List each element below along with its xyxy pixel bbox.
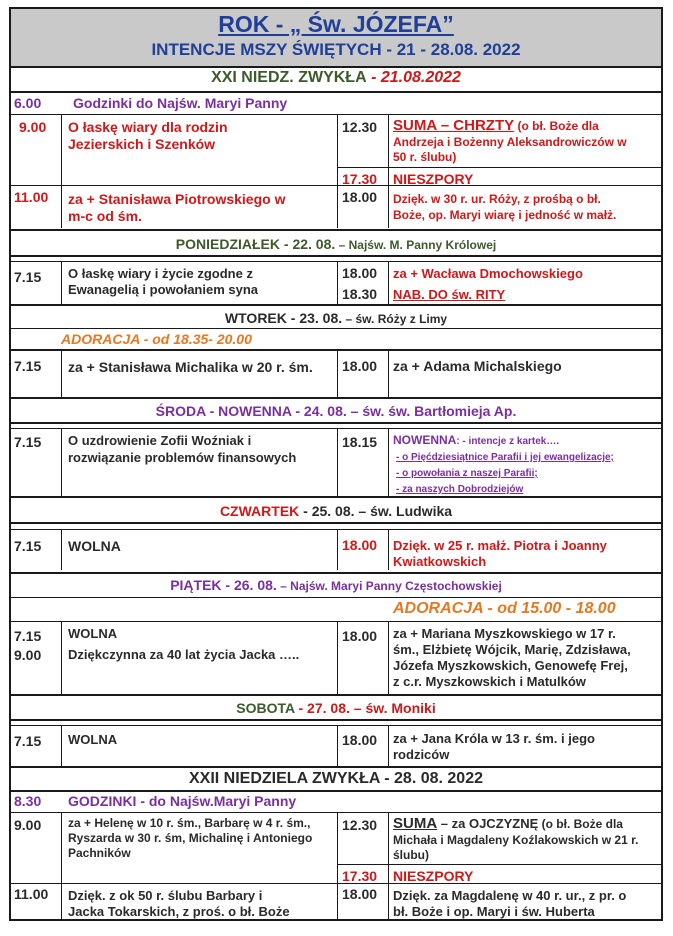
- time-11-00: 11.00: [14, 189, 49, 205]
- nieszpory-label: NIESZPORY: [393, 171, 474, 187]
- divider: [11, 572, 661, 574]
- time-18-00: 18.00: [342, 886, 378, 902]
- column-divider: [61, 812, 62, 921]
- thursday-day: CZWARTEK: [219, 503, 300, 519]
- time-9-00: 9.00: [14, 647, 42, 663]
- column-divider: [337, 621, 338, 694]
- suma-line1: [393, 815, 623, 833]
- column-divider: [337, 529, 338, 570]
- intention-11-00-line2: Jacka Tokarskich, z proś. o bł. Boże: [68, 904, 290, 919]
- tuesday-feast: – św. Róży z Limy: [342, 312, 448, 326]
- suma-note-b: Andrzeja i Bożenny Aleksandrowiczów w: [393, 135, 627, 149]
- thursday-title-row: [11, 502, 661, 520]
- column-divider: [61, 621, 62, 694]
- friday-title-row: [11, 576, 661, 595]
- time-12-30: 12.30: [342, 119, 378, 135]
- divider: [11, 185, 661, 186]
- intention-7-15: WOLNA: [68, 538, 121, 554]
- column-divider: [61, 114, 62, 228]
- suma-ojczyzna: – za OJCZYZNĘ: [437, 816, 539, 831]
- intention-9-00-line1: za + Helenę w 10 r. śm., Barbarę w 4 r. śm.,: [68, 816, 311, 830]
- column-divider: [337, 812, 338, 921]
- intention-11-00-line1: za + Stanisława Piotrowskiego w: [68, 191, 286, 207]
- intention-18-00-line3: Józefa Myszkowskich, Genowefę Frej,: [393, 658, 628, 673]
- intention-7-15: za + Stanisława Michalika w 20 r. śm.: [68, 359, 313, 375]
- nieszpory-label: NIESZPORY: [393, 868, 474, 884]
- godzinki-intention: GODZINKI - do Najśw.Maryi Panny: [68, 793, 297, 809]
- intention-7-15: WOLNA: [68, 732, 118, 747]
- sunday1-date: - 21.08.2022: [366, 69, 461, 86]
- adoracja-tuesday: ADORACJA - od 18.35- 20.00: [61, 331, 252, 347]
- suma-note-a: (o bł. Boże dla: [514, 119, 599, 133]
- column-divider: [388, 621, 389, 694]
- suma-line1: [393, 117, 599, 135]
- time-8-30: 8.30: [14, 793, 42, 809]
- column-divider: [61, 261, 62, 304]
- friday-feast: – Najśw. Maryi Panny Częstochowskiej: [276, 579, 502, 593]
- time-18-30: 18.30: [342, 286, 378, 302]
- time-11-00: 11.00: [14, 886, 49, 902]
- intention-18-00-line2: Kwiatkowskich: [393, 554, 487, 569]
- column-divider: [61, 725, 62, 766]
- tuesday-date: - 23. 08.: [286, 310, 343, 326]
- column-divider: [388, 261, 389, 304]
- intention-18-00: za + Wacława Dmochowskiego: [393, 266, 583, 281]
- intention-18-00-line1: za + Jana Króla w 13 r. śm. i jego: [393, 731, 595, 746]
- intentions-document: [9, 7, 663, 921]
- column-divider: [337, 114, 338, 228]
- sunday2-title: XXII NIEDZIELA ZWYKŁA - 28. 08. 2022: [189, 770, 483, 787]
- nowenna-intention-2: - o powołania z naszej Parafii;: [396, 468, 538, 479]
- time-7-15: 7.15: [14, 358, 42, 374]
- time-18-00: 18.00: [342, 537, 378, 553]
- time-7-15: 7.15: [14, 733, 42, 749]
- intention-7-15-line1: O uzdrowienie Zofii Woźniak i: [68, 433, 252, 448]
- column-divider: [61, 428, 62, 496]
- divider: [11, 766, 661, 768]
- monday-date: - 22. 08.: [280, 236, 336, 252]
- friday-day: PIĄTEK: [170, 577, 222, 593]
- divider: [337, 864, 661, 865]
- nowenna-intention-1: - o Pięćdziesiątnice Parafii i jej ewangelizacje;: [396, 452, 614, 463]
- divider: [11, 597, 661, 598]
- column-divider: [388, 725, 389, 766]
- divider: [11, 91, 661, 93]
- divider: [11, 261, 661, 262]
- column-divider: [337, 261, 338, 304]
- intention-7-15-line1: O łaskę wiary i życie zgodne z: [68, 266, 253, 281]
- time-7-15: 7.15: [14, 628, 42, 644]
- nowenna-label: NOWENNA: [393, 433, 457, 447]
- intention-7-15-line2: rozwiązanie problemów finansowych: [68, 450, 297, 465]
- divider: [11, 304, 661, 306]
- divider: [11, 428, 661, 429]
- column-divider: [61, 351, 62, 397]
- suma-note-c: ślubu): [393, 848, 429, 862]
- intention-9-00-line3: Pachników: [68, 846, 131, 860]
- intention-18-00-line1: Dzięk. w 30 r. ur. Róży, z prośbą o bł.: [393, 192, 601, 206]
- divider: [11, 725, 661, 726]
- wednesday-day: ŚRODA - NOWENNA: [155, 403, 292, 419]
- intention-11-00-line2: m-c od śm.: [68, 208, 142, 224]
- divider: [11, 328, 661, 329]
- column-divider: [388, 428, 389, 496]
- suma-note-c: 50 r. ślubu): [393, 150, 457, 164]
- wednesday-feast: – św. św. Bartłomieja Ap.: [346, 403, 517, 419]
- document-subtitle: INTENCJE MSZY ŚWIĘTYCH - 21 - 28.08. 2022: [151, 40, 521, 59]
- divider: [11, 621, 661, 622]
- monday-title-row: [11, 235, 661, 254]
- intention-18-00-line4: z c.r. Myszkowskich i Matulków: [393, 674, 586, 689]
- wednesday-date: - 24. 08.: [291, 403, 347, 419]
- intention-18-30: NAB. DO św. RITY: [393, 287, 506, 302]
- intention-9-00-line2: Ryszarda w 30 r. śm, Michalinę i Antoniego: [68, 831, 313, 845]
- intention-18-00: za + Adama Michalskiego: [393, 358, 562, 374]
- sunday1-title-row: [11, 69, 661, 87]
- time-9-00: 9.00: [14, 817, 42, 833]
- divider: [11, 522, 661, 524]
- tuesday-title-row: [11, 309, 661, 328]
- godzinki-intention: Godzinki do Najśw. Maryi Panny: [73, 95, 288, 111]
- intention-18-00-line2: bł. Boże i op. Maryi i św. Huberta: [393, 904, 595, 919]
- saturday-day: SOBOTA: [236, 700, 295, 716]
- saturday-date: - 27. 08.: [294, 700, 350, 716]
- sunday1-title: XXI NIEDZ. ZWYKŁA: [211, 69, 367, 86]
- divider: [11, 529, 661, 530]
- column-divider: [61, 529, 62, 570]
- time-18-00: 18.00: [342, 732, 378, 748]
- intention-18-00-line2: śm., Elżbietę Wójcik, Marię, Zdzisława,: [393, 642, 631, 657]
- saturday-feast: – św. Moniki: [349, 700, 436, 716]
- divider: [11, 114, 661, 115]
- time-17-30: 17.30: [342, 868, 378, 884]
- intention-18-00-line1: za + Mariana Myszkowskiego w 17 r.: [393, 626, 616, 641]
- divider: [11, 349, 661, 351]
- time-6-00: 6.00: [14, 95, 42, 111]
- adoracja-friday: ADORACJA - od 15.00 - 18.00: [393, 600, 616, 617]
- intention-18-00-line1: Dzięk. za Magdalenę w 40 r. ur., z pr. o: [393, 888, 627, 903]
- divider: [11, 496, 661, 498]
- intention-7-15: WOLNA: [68, 626, 118, 641]
- time-12-30: 12.30: [342, 817, 378, 833]
- divider: [337, 167, 661, 168]
- saturday-title-row: [11, 699, 661, 717]
- time-7-15: 7.15: [14, 434, 42, 450]
- time-18-00: 18.00: [342, 358, 378, 374]
- header-banner: [11, 9, 661, 68]
- intention-9-00-line1: O łaskę wiary dla rodzin: [68, 119, 228, 135]
- suma-label: SUMA – CHRZTY: [393, 117, 515, 134]
- divider: [11, 397, 661, 399]
- nowenna-intention-3: - za naszych Dobrodziejów: [396, 484, 524, 495]
- time-18-15: 18.15: [342, 434, 378, 450]
- nowenna-line: [393, 433, 559, 449]
- time-7-15: 7.15: [14, 269, 42, 285]
- intention-18-00-line2: Boże, op. Maryi wiarę i jedność w małż.: [393, 208, 617, 222]
- divider: [11, 229, 661, 231]
- suma-note-b: Michała i Magdaleny Koźlakowskich w 21 r.: [393, 833, 639, 847]
- column-divider: [388, 812, 389, 921]
- column-divider: [337, 428, 338, 496]
- divider: [11, 883, 661, 884]
- column-divider: [337, 351, 338, 397]
- tuesday-day: WTOREK: [224, 310, 287, 326]
- column-divider: [388, 529, 389, 570]
- wednesday-title-row: [11, 402, 661, 420]
- time-18-00: 18.00: [342, 265, 378, 281]
- divider: [11, 812, 661, 813]
- time-18-00: 18.00: [342, 189, 378, 205]
- document-title: ROK - „ Św. JÓZEFA”: [218, 11, 454, 37]
- friday-date: - 26. 08.: [221, 577, 277, 593]
- intention-18-00-line1: Dzięk. w 25 r. małż. Piotra i Joanny: [393, 538, 607, 553]
- nowenna-note: : - intencje z kartek….: [456, 436, 560, 447]
- column-divider: [337, 725, 338, 766]
- monday-day: PONIEDZIAŁEK: [175, 236, 281, 252]
- time-17-30: 17.30: [342, 171, 378, 187]
- time-7-15: 7.15: [14, 538, 42, 554]
- suma-label: SUMA: [393, 815, 438, 832]
- divider: [11, 719, 661, 721]
- divider: [11, 694, 661, 696]
- intention-7-15-line2: Ewanagelią i powołaniem syna: [68, 282, 259, 297]
- intention-9-00-line2: Jezierskich i Szenków: [68, 136, 216, 152]
- time-9-00: 9.00: [19, 119, 47, 135]
- intention-18-00-line2: rodziców: [393, 747, 450, 762]
- sunday2-title-row: [11, 769, 661, 789]
- divider: [11, 255, 661, 257]
- monday-feast: – Najśw. M. Panny Królowej: [335, 238, 497, 252]
- thursday-feast: – św. Ludwika: [354, 503, 453, 519]
- suma-note-a: (o bł. Boże dla: [538, 817, 623, 831]
- divider: [11, 422, 661, 424]
- thursday-date: - 25. 08.: [299, 503, 355, 519]
- column-divider: [388, 351, 389, 397]
- intention-9-00: Dziękczynna za 40 lat życia Jacka …..: [68, 647, 300, 662]
- column-divider: [388, 114, 389, 228]
- divider: [11, 790, 661, 792]
- intention-11-00-line1: Dzięk. z ok 50 r. ślubu Barbary i: [68, 888, 263, 903]
- time-18-00: 18.00: [342, 628, 378, 644]
